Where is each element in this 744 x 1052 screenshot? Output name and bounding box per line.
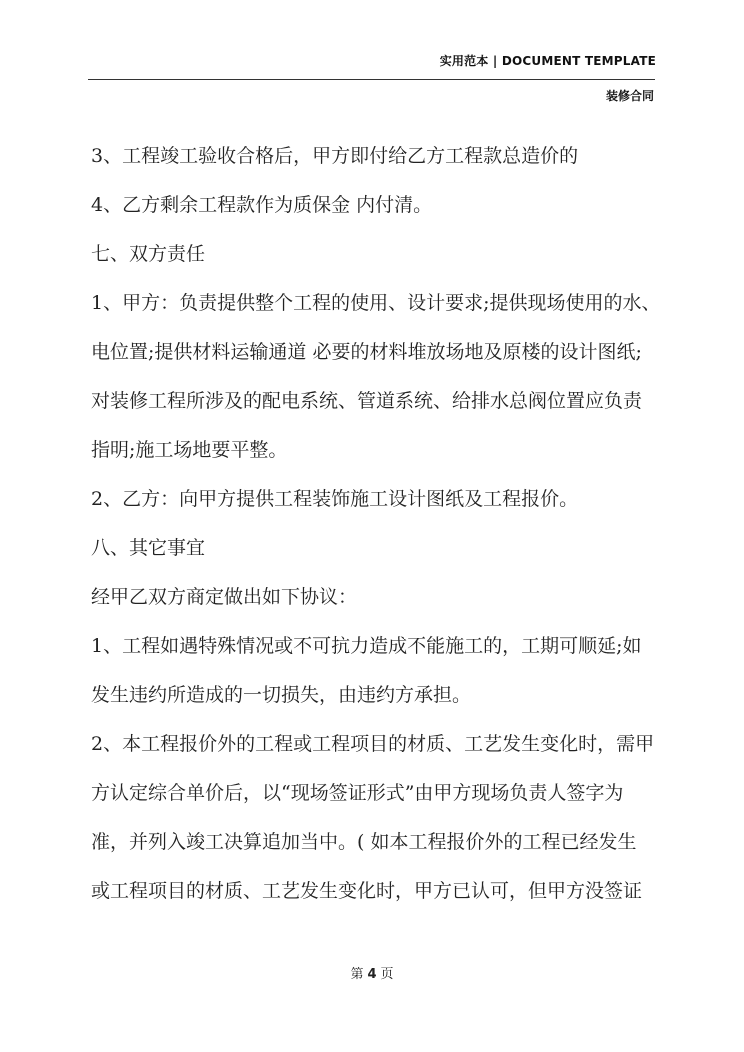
page-number: 4 [367,967,377,982]
document-body [91,132,661,916]
footer-suffix: 页 [380,967,394,982]
text-line: 2、乙方：向甲方提供工程装饰施工设计图纸及工程报价。 [91,488,579,510]
section-heading: 七、双方责任 [91,243,206,265]
section-heading: 八、其它事宜 [91,537,206,559]
text-line: 经甲乙双方商定做出如下协议： [91,586,358,608]
text-line: 1、甲方：负责提供整个工程的使用、设计要求;提供现场使用的水、 [91,292,661,314]
header-divider [88,79,655,80]
text-line: 方认定综合单价后，以“现场签证形式”由甲方现场负责人签字为 [91,782,624,804]
text-line: 对装修工程所涉及的配电系统、管道系统、给排水总阀位置应负责 [91,390,643,412]
text-line: 指明;施工场地要平整。 [91,439,288,461]
header-subtitle: 装修合同 [605,89,654,103]
text-line: 电位置;提供材料运输通道 必要的材料堆放场地及原楼的设计图纸; [91,341,642,363]
text-line: 4、乙方剩余工程款作为质保金 内付清。 [91,194,433,216]
page-footer [0,963,744,982]
text-line: 1、工程如遇特殊情况或不可抗力造成不能施工的，工期可顺延;如 [91,635,642,657]
text-line: 3、工程竣工验收合格后，甲方即付给乙方工程款总造价的 [91,145,579,167]
text-line: 2、本工程报价外的工程或工程项目的材质、工艺发生变化时，需甲 [91,733,655,755]
footer-prefix: 第 [350,967,364,982]
text-line: 或工程项目的材质、工艺发生变化时，甲方已认可，但甲方没签证 [91,880,643,902]
text-line: 准，并列入竣工决算追加当中。( 如本工程报价外的工程已经发生 [91,831,637,853]
text-line: 发生违约所造成的一切损失，由违约方承担。 [91,684,472,706]
header-title: 实用范本 | DOCUMENT TEMPLATE [439,54,656,68]
